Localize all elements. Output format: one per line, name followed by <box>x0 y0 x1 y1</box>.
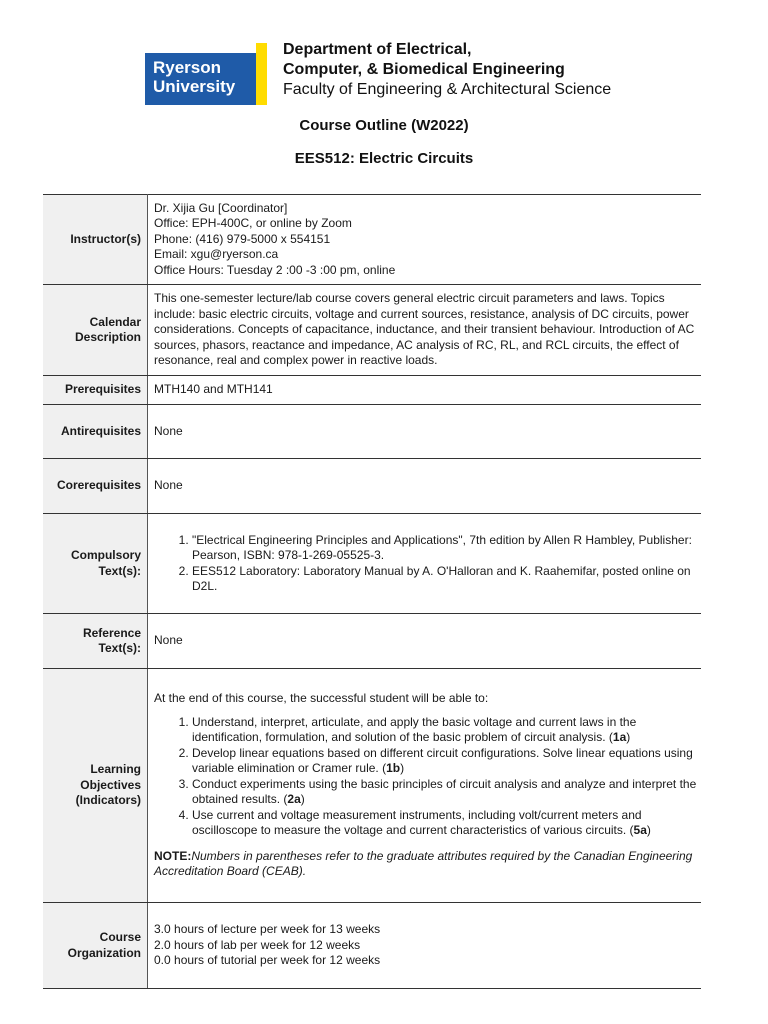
list-item: 1. Understand, interpret, articulate, and apply the basic voltage and current laws in the identification, formulation, and solution of the basic problem of circuit analysis. (1a) <box>192 715 695 746</box>
logo-line-2: University <box>153 77 236 96</box>
list-item: 2. EES512 Laboratory: Laboratory Manual by A. O'Halloran and K. Raahemifar, posted online on D2L. <box>192 564 695 595</box>
indicator-code: 1a <box>612 730 627 745</box>
course-title: EES512: Electric Circuits <box>294 150 474 167</box>
value-antirequisites: None <box>148 405 702 459</box>
value-reference-texts: None <box>148 614 702 669</box>
department-line-1: Department of Electrical, <box>283 41 472 58</box>
label-course-organization: Course Organization <box>43 903 148 989</box>
list-item: 1. "Electrical Engineering Principles and Applications", 7th edition by Allen R Hambley, Publisher: Pearson, ISBN: 978-1-269-05525-3. <box>192 533 695 564</box>
lab-hours: 2.0 hours of lab per week for 12 weeks <box>154 937 361 952</box>
label-instructor: Instructor(s) <box>43 195 148 285</box>
learning-objectives-list <box>154 715 695 839</box>
label-reference-texts: Reference Text(s): <box>43 614 148 669</box>
lecture-hours: 3.0 hours of lecture per week for 13 weeks <box>154 922 381 937</box>
indicator-code: 2a <box>287 792 301 807</box>
row-compulsory-texts <box>43 514 701 614</box>
value-prerequisites: MTH140 and MTH141 <box>148 376 702 405</box>
row-corequisites <box>43 459 701 514</box>
row-instructor <box>43 195 701 285</box>
list-item: 2. Develop linear equations based on different circuit configurations. Solve linear equations using variable elimination or Cramer rule. (1b) <box>192 746 695 777</box>
university-logo <box>145 53 256 105</box>
value-learning-objectives <box>148 669 702 903</box>
indicator-code: 1b <box>386 761 401 776</box>
value-course-organization <box>148 903 702 989</box>
row-calendar-description <box>43 285 701 376</box>
label-calendar-description: Calendar Description <box>43 285 148 376</box>
row-learning-objectives <box>43 669 701 903</box>
label-compulsory-texts: Compulsory Text(s): <box>43 514 148 614</box>
instructor-office: Office: EPH-400C, or online by Zoom <box>154 216 352 231</box>
label-learning-objectives: Learning Objectives (Indicators) <box>43 669 148 903</box>
row-course-organization <box>43 903 701 989</box>
label-prerequisites: Prerequisites <box>43 376 148 405</box>
value-corequisites: None <box>148 459 702 514</box>
instructor-name: Dr. Xijia Gu [Coordinator] <box>154 200 288 215</box>
value-instructor <box>148 195 702 285</box>
compulsory-text-list <box>154 533 695 595</box>
tutorial-hours: 0.0 hours of tutorial per week for 12 weeks <box>154 953 381 968</box>
instructor-office-hours: Office Hours: Tuesday 2 :00 -3 :00 pm, online <box>154 262 396 277</box>
row-reference-texts <box>43 614 701 669</box>
indicator-code: 5a <box>633 823 647 838</box>
learning-intro: At the end of this course, the successful student will be able to: <box>154 691 489 706</box>
instructor-email: Email: xgu@ryerson.ca <box>154 247 279 262</box>
row-antirequisites <box>43 405 701 459</box>
department-line-2: Computer, & Biomedical Engineering <box>283 61 565 78</box>
value-compulsory-texts <box>148 514 702 614</box>
logo-line-1: Ryerson <box>153 58 222 77</box>
row-prerequisites <box>43 376 701 405</box>
list-item: 4. Use current and voltage measurement instruments, including volt/current meters and oscilloscope to measure the voltage and current characteristics of various circuits. (5a) <box>192 808 695 839</box>
label-antirequisites: Antirequisites <box>43 405 148 459</box>
list-item: 3. Conduct experiments using the basic principles of circuit analysis and analyze and interpret the obtained results. (2a) <box>192 777 695 808</box>
course-outline-table <box>43 194 701 989</box>
page-header <box>145 42 645 112</box>
instructor-phone: Phone: (416) 979-5000 x 554151 <box>154 231 331 246</box>
logo-accent-bar <box>256 43 267 105</box>
department-block <box>283 40 663 100</box>
learning-note: NOTE:Numbers in parentheses refer to the graduate attributes required by the Canadian Engineering Accreditation Board (CEAB). <box>154 848 693 879</box>
value-calendar-description: This one-semester lecture/lab course covers general electric circuit parameters and laws. Topics include: basic electric circuits, voltage and current sources, resistance, analysis of DC circuits, power considerations. Concepts of capacitance, inductance, and their transient behaviour. Introduction of AC sources, phasors, reactance and impedance, AC analysis of RC, RL, and RCL circuits, the effect of resonance, real and complex power in reactive loads. <box>148 285 702 376</box>
label-corequisites: Corerequisites <box>43 459 148 514</box>
faculty-name: Faculty of Engineering & Architectural Science <box>283 81 612 98</box>
note-label: NOTE: <box>154 848 192 863</box>
course-outline-heading: Course Outline (W2022) <box>299 117 469 134</box>
